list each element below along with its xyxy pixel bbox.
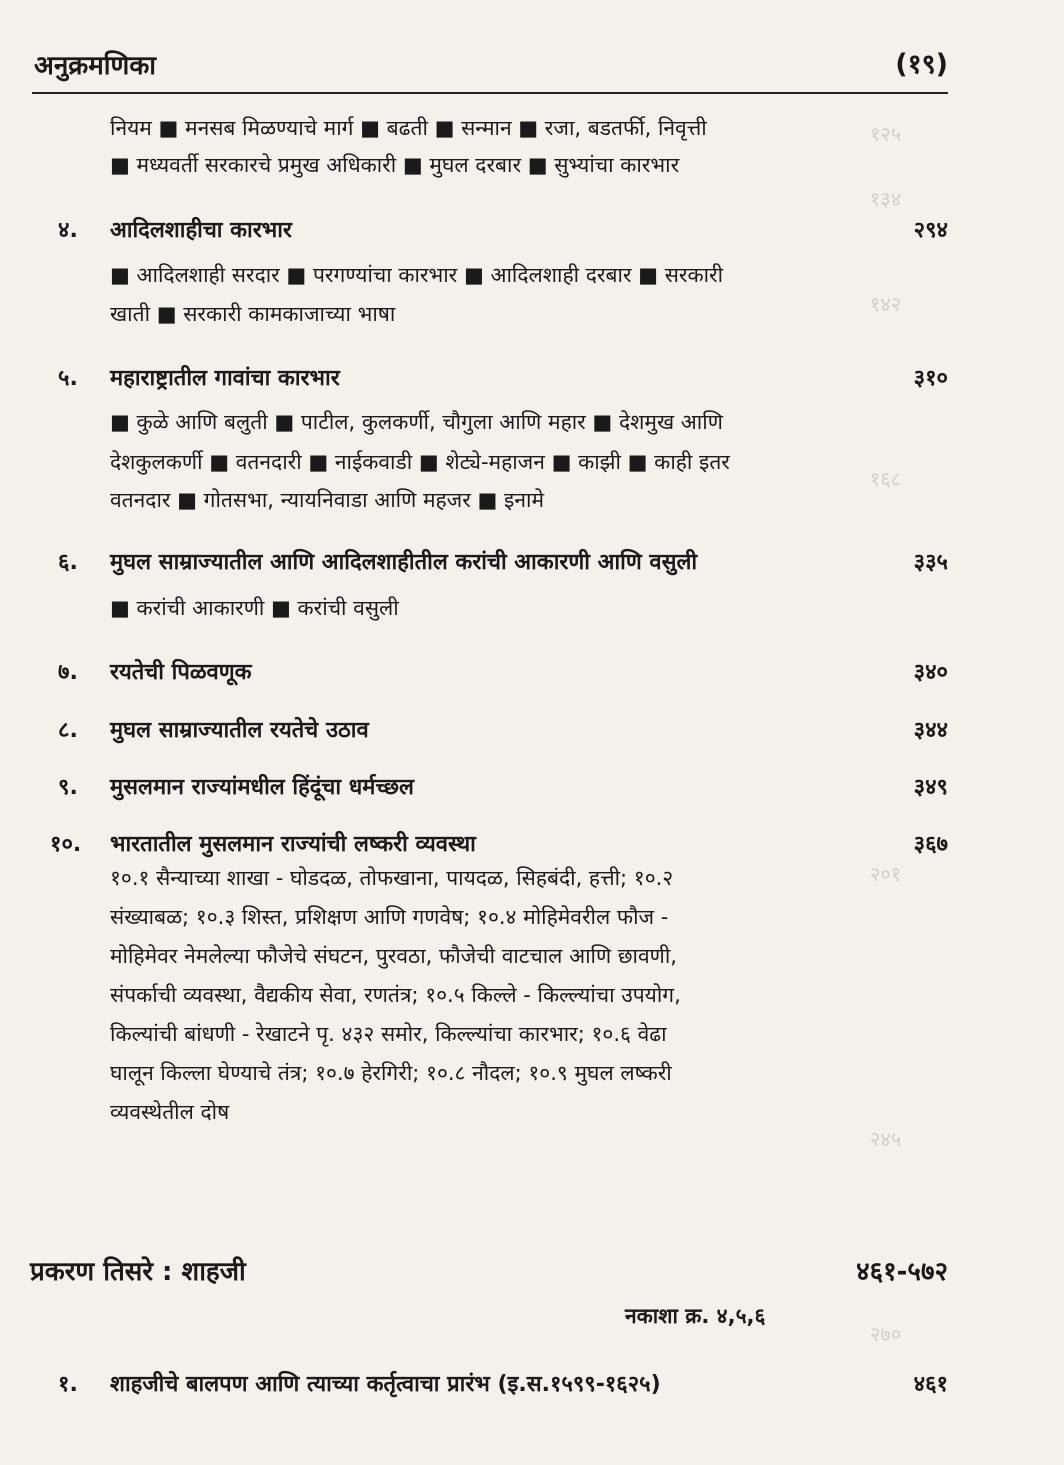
entry-subtopics: किल्यांची बांधणी - रेखाटने पृ. ४३२ समोर, किल्ल्यांचा कारभार; १०.६ वेढा (110, 1022, 667, 1046)
entry-number: १. (58, 1372, 78, 1397)
entry-number: ७. (58, 660, 78, 685)
header-divider (32, 92, 948, 94)
entry-number: ५. (58, 366, 78, 391)
entry-title: रयतेची पिळवणूक (110, 660, 252, 685)
entry-subtopics: संख्याबळ; १०.३ शिस्त, प्रशिक्षण आणि गणवेष; १०.४ मोहिमेवरील फौज - (110, 905, 669, 929)
entry-page: ३४० (913, 660, 948, 685)
entry-page: ३४४ (913, 718, 948, 743)
entry-page: ३६७ (913, 832, 948, 857)
entry-page: २९४ (913, 218, 948, 243)
entry-title: आदिलशाहीचा कारभार (110, 218, 292, 243)
toc-page: १२५ १३४ १४२ १६८ २०१ २४५ २७० अनुक्रमणिका (१९) नियम ■ मनसब मिळण्याचे मार्ग ■ बढती ■ सन्मान ■ रजा, बडतर्फी, निवृत्ती ■ मध्यवर्ती सरकारचे प्रमुख अधिकारी ■ मुघल दरबार ■ सुभ्यांचा कारभार ४. आदिलशाहीचा कारभार २९४ ■ आदिलशाही सरदार ■ परगण्यांचा कारभार ■ आदिलशाही दरबार ■ सरकारी खाती ■ सरकारी कामकाजाच्या भाषा ५. महाराष्ट्रातील गावांचा कारभार ३१० ■ कुळे आणि बलुती ■ पाटील, कुलकर्णी, चौगुला आणि महार ■ देशमुख आणि देशकुलकर्णी ■ वतनदारी ■ नाईकवाडी ■ शेट्ये-महाजन ■ काझी ■ काही इतर वतनदार ■ गोतसभा, न्यायनिवाडा आणि महजर ■ इनामे ६. मुघल साम्राज्यातील आणि आदिलशाहीतील करांची आकारणी आणि वसुली ३३५ ■ करांची आकारणी ■ करांची वसुली ७. रयतेची पिळवणूक ३४० ८. मुघल साम्राज्यातील रयतेचे उठाव ३४४ ९. मुसलमान राज्यांमधील हिंदूंचा धर्मच्छल ३४९ १०. भारतातील मुसलमान राज्यांची लष्करी व्यवस्था ३६७ १०.१ सैन्याच्या शाखा - घोडदळ, तोफखाना, पायदळ, सिहबंदी, हत्ती; १०.२ संख्याबळ; १०.३ शिस्त, प्रशिक्षण आणि गणवेष; १०.४ मोहिमेवरील फौज - मोहिमेवर नेमलेल्या फौजेचे संघटन, पुरवठा, फौजेची वाटचाल आणि छावणी, संपर्काची व्यवस्था, वैद्यकीय सेवा, रणतंत्र; १०.५ किल्ले - किल्ल्यांचा उपयोग, किल्यांची बांधणी - रेखाटने पृ. ४३२ समोर, किल्ल्यांचा कारभार; १०.६ वेढा घालून किल्ला घेण्याचे तंत्र; १०.७ हेरगिरी; १०.८ नौदल; १०.९ मुघल लष्करी व्यवस्थेतील दोष प्रकरण तिसरे : शाहजी ४६१-५७२ नकाशा क्र. ४,५,६ १. शाहजीचे बालपण आणि त्याच्या कर्तृत्वाचा प्रारंभ (इ.स.१५९९-१६२५) ४६१ (0, 0, 1064, 1465)
entry-page: ३१० (913, 366, 948, 391)
running-header-title: अनुक्रमणिका (34, 51, 157, 81)
entry-subtopics: देशकुलकर्णी ■ वतनदारी ■ नाईकवाडी ■ शेट्ये-महाजन ■ काझी ■ काही इतर (110, 450, 730, 474)
entry-title: भारतातील मुसलमान राज्यांची लष्करी व्यवस्था (110, 832, 476, 857)
lead-line: ■ मध्यवर्ती सरकारचे प्रमुख अधिकारी ■ मुघल दरबार ■ सुभ्यांचा कारभार (110, 153, 680, 177)
page-number: (१९) (895, 49, 948, 80)
entry-title: मुसलमान राज्यांमधील हिंदूंचा धर्मच्छल (110, 775, 414, 800)
map-reference: नकाशा क्र. ४,५,६ (625, 1304, 766, 1328)
entry-title: मुघल साम्राज्यातील रयतेचे उठाव (110, 718, 369, 743)
entry-subtopics: वतनदार ■ गोतसभा, न्यायनिवाडा आणि महजर ■ इनामे (110, 488, 544, 512)
chapter-heading: प्रकरण तिसरे : शाहजी (30, 1257, 246, 1287)
entry-page: ४६१ (913, 1372, 948, 1397)
entry-subtopics: व्यवस्थेतील दोष (110, 1100, 230, 1124)
entry-subtopics: घालून किल्ला घेण्याचे तंत्र; १०.७ हेरगिरी; १०.८ नौदल; १०.९ मुघल लष्करी (110, 1061, 672, 1085)
entry-subtopics: १०.१ सैन्याच्या शाखा - घोडदळ, तोफखाना, पायदळ, सिहबंदी, हत्ती; १०.२ (110, 866, 674, 890)
entry-page: ३३५ (913, 550, 948, 575)
entry-number: ९. (58, 775, 78, 800)
entry-subtopics: ■ आदिलशाही सरदार ■ परगण्यांचा कारभार ■ आदिलशाही दरबार ■ सरकारी (110, 263, 724, 287)
entry-number: ८. (58, 718, 78, 743)
entry-number: १०. (50, 832, 82, 857)
chapter-page-range: ४६१-५७२ (856, 1257, 948, 1287)
entry-title: मुघल साम्राज्यातील आणि आदिलशाहीतील करांची आकारणी आणि वसुली (110, 550, 698, 575)
entry-subtopics: खाती ■ सरकारी कामकाजाच्या भाषा (110, 302, 396, 326)
lead-line: नियम ■ मनसब मिळण्याचे मार्ग ■ बढती ■ सन्मान ■ रजा, बडतर्फी, निवृत्ती (110, 116, 707, 140)
entry-subtopics: ■ करांची आकारणी ■ करांची वसुली (110, 596, 399, 620)
entry-number: ६. (58, 550, 78, 575)
entry-title: महाराष्ट्रातील गावांचा कारभार (110, 366, 340, 391)
entry-subtopics: संपर्काची व्यवस्था, वैद्यकीय सेवा, रणतंत्र; १०.५ किल्ले - किल्ल्यांचा उपयोग, (110, 983, 681, 1007)
entry-page: ३४९ (913, 775, 948, 800)
entry-number: ४. (58, 218, 78, 243)
entry-subtopics: मोहिमेवर नेमलेल्या फौजेचे संघटन, पुरवठा, फौजेची वाटचाल आणि छावणी, (110, 944, 677, 968)
entry-title: शाहजीचे बालपण आणि त्याच्या कर्तृत्वाचा प्रारंभ (इ.स.१५९९-१६२५) (110, 1372, 661, 1397)
entry-subtopics: ■ कुळे आणि बलुती ■ पाटील, कुलकर्णी, चौगुला आणि महार ■ देशमुख आणि (110, 410, 723, 434)
